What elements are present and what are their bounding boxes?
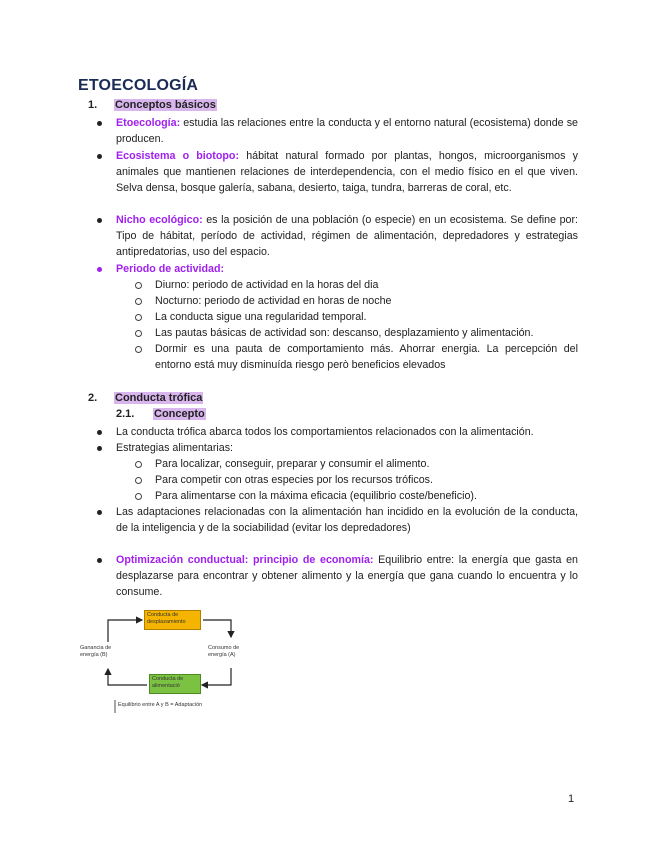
bullet-ecosistema (116, 148, 578, 196)
text-etoecologia: estudia las relaciones entre la conducta y el entorno natural (ecosistema) donde se producen. (116, 117, 578, 145)
bullet-dot (97, 510, 102, 515)
term-nicho: Nicho ecológico: (116, 214, 203, 226)
bullet-dot (97, 558, 102, 563)
diagram-box-desplazamiento: Conducta de desplazamiento (144, 610, 201, 630)
sub-item-diurno: Diurno: periodo de actividad en la horas del dia (155, 279, 379, 291)
sub-item-nocturno: Nocturno: periodo de actividad en horas de noche (155, 295, 392, 307)
bullet-conducta-trofica: La conducta trófica abarca todos los comportamientos relacionados con la alimentación. (116, 426, 534, 438)
sub-item-competir: Para competir con otras especies por los recursos tróficos. (155, 474, 433, 486)
page-number: 1 (568, 793, 575, 805)
bullet-dot (97, 154, 102, 159)
section-2-heading: Conducta trófica (115, 392, 203, 404)
bullet-dot (97, 430, 102, 435)
bullet-dot (97, 267, 102, 272)
section-1-heading: Conceptos básicos (115, 99, 216, 111)
bullet-etoecologia (116, 115, 578, 147)
bullet-dot (97, 121, 102, 126)
sub-bullet-circle (135, 282, 142, 289)
sub-item-dormir: Dormir es una pauta de comportamiento más. Ahorrar energia. La percepción del entorno está muy disminuída riesgo però beneficios elevados (155, 343, 578, 371)
section-1-number: 1. (88, 99, 98, 111)
bullet-periodo (116, 261, 578, 277)
text-nicho: es la posición de una población (o especie) en un ecosistema. Se define por: Tipo de hábitat, período de actividad, régimen de alimentación, depredadores y estrategias antipredatorias, uso del espacio. (116, 214, 578, 258)
sub-item-localizar: Para localizar, conseguir, preparar y consumir el alimento. (155, 458, 430, 470)
sub-item-eficacia: Para alimentarse con la máxima eficacia (equilibrio coste/beneficio). (155, 490, 477, 502)
sub-bullet-circle (135, 346, 142, 353)
term-optimizacion: Optimización conductual: principio de economía: (116, 554, 374, 566)
subsection-2-1-heading: Concepto (154, 408, 205, 420)
term-periodo: Periodo de actividad: (116, 263, 225, 275)
bullet-dot (97, 218, 102, 223)
sub-bullet-circle (135, 477, 142, 484)
text-optimizacion: Equilibrio entre: la energía que gasta en desplazarse para encontrar y obtener alimento y la energía que gana cuando lo encuentra y lo consume. (116, 554, 578, 598)
bullet-dot (97, 446, 102, 451)
section-2-number: 2. (88, 392, 98, 404)
energy-balance-diagram (78, 598, 260, 723)
document-title: ETOECOLOGÍA (78, 77, 199, 94)
sub-bullet-circle (135, 298, 142, 305)
sub-bullet-circle (135, 314, 142, 321)
bullet-nicho (116, 212, 578, 260)
sub-bullet-circle (135, 461, 142, 468)
diagram-label-ganancia: Ganancia de energía (B) (80, 645, 112, 658)
term-ecosistema: Ecosistema o biotopo: (116, 150, 240, 162)
diagram-label-consumo: Consumo de energía (A) (208, 645, 240, 658)
term-etoecologia: Etoecología: (116, 117, 181, 129)
sub-bullet-circle (135, 330, 142, 337)
text-ecosistema: hábitat natural formado por plantas, hongos, microorganismos y animales que mantienen relaciones de interdependencia, con el medio físico en el que viven. Selva densa, bosque galería, sabana, desierto, taiga, tundra, barreras de coral, etc. (116, 150, 578, 194)
subsection-2-1-number: 2.1. (116, 408, 135, 420)
bullet-optimizacion (116, 552, 578, 600)
bullet-estrategias: Estrategias alimentarias: (116, 442, 234, 454)
bullet-adaptaciones: Las adaptaciones relacionadas con la alimentación han incidido en la evolución de la conducta, de la inteligencia y de la sociabilidad (evitar los depredadores) (116, 506, 578, 534)
diagram-box-alimentacion: Conducta de alimentació (149, 674, 201, 694)
diagram-caption: Equilibrio entre A y B = Adaptación (118, 702, 203, 708)
sub-item-pautas: Las pautas básicas de actividad son: descanso, desplazamiento y alimentación. (155, 327, 534, 339)
sub-bullet-circle (135, 493, 142, 500)
sub-item-regularidad: La conducta sigue una regularidad temporal. (155, 311, 367, 323)
